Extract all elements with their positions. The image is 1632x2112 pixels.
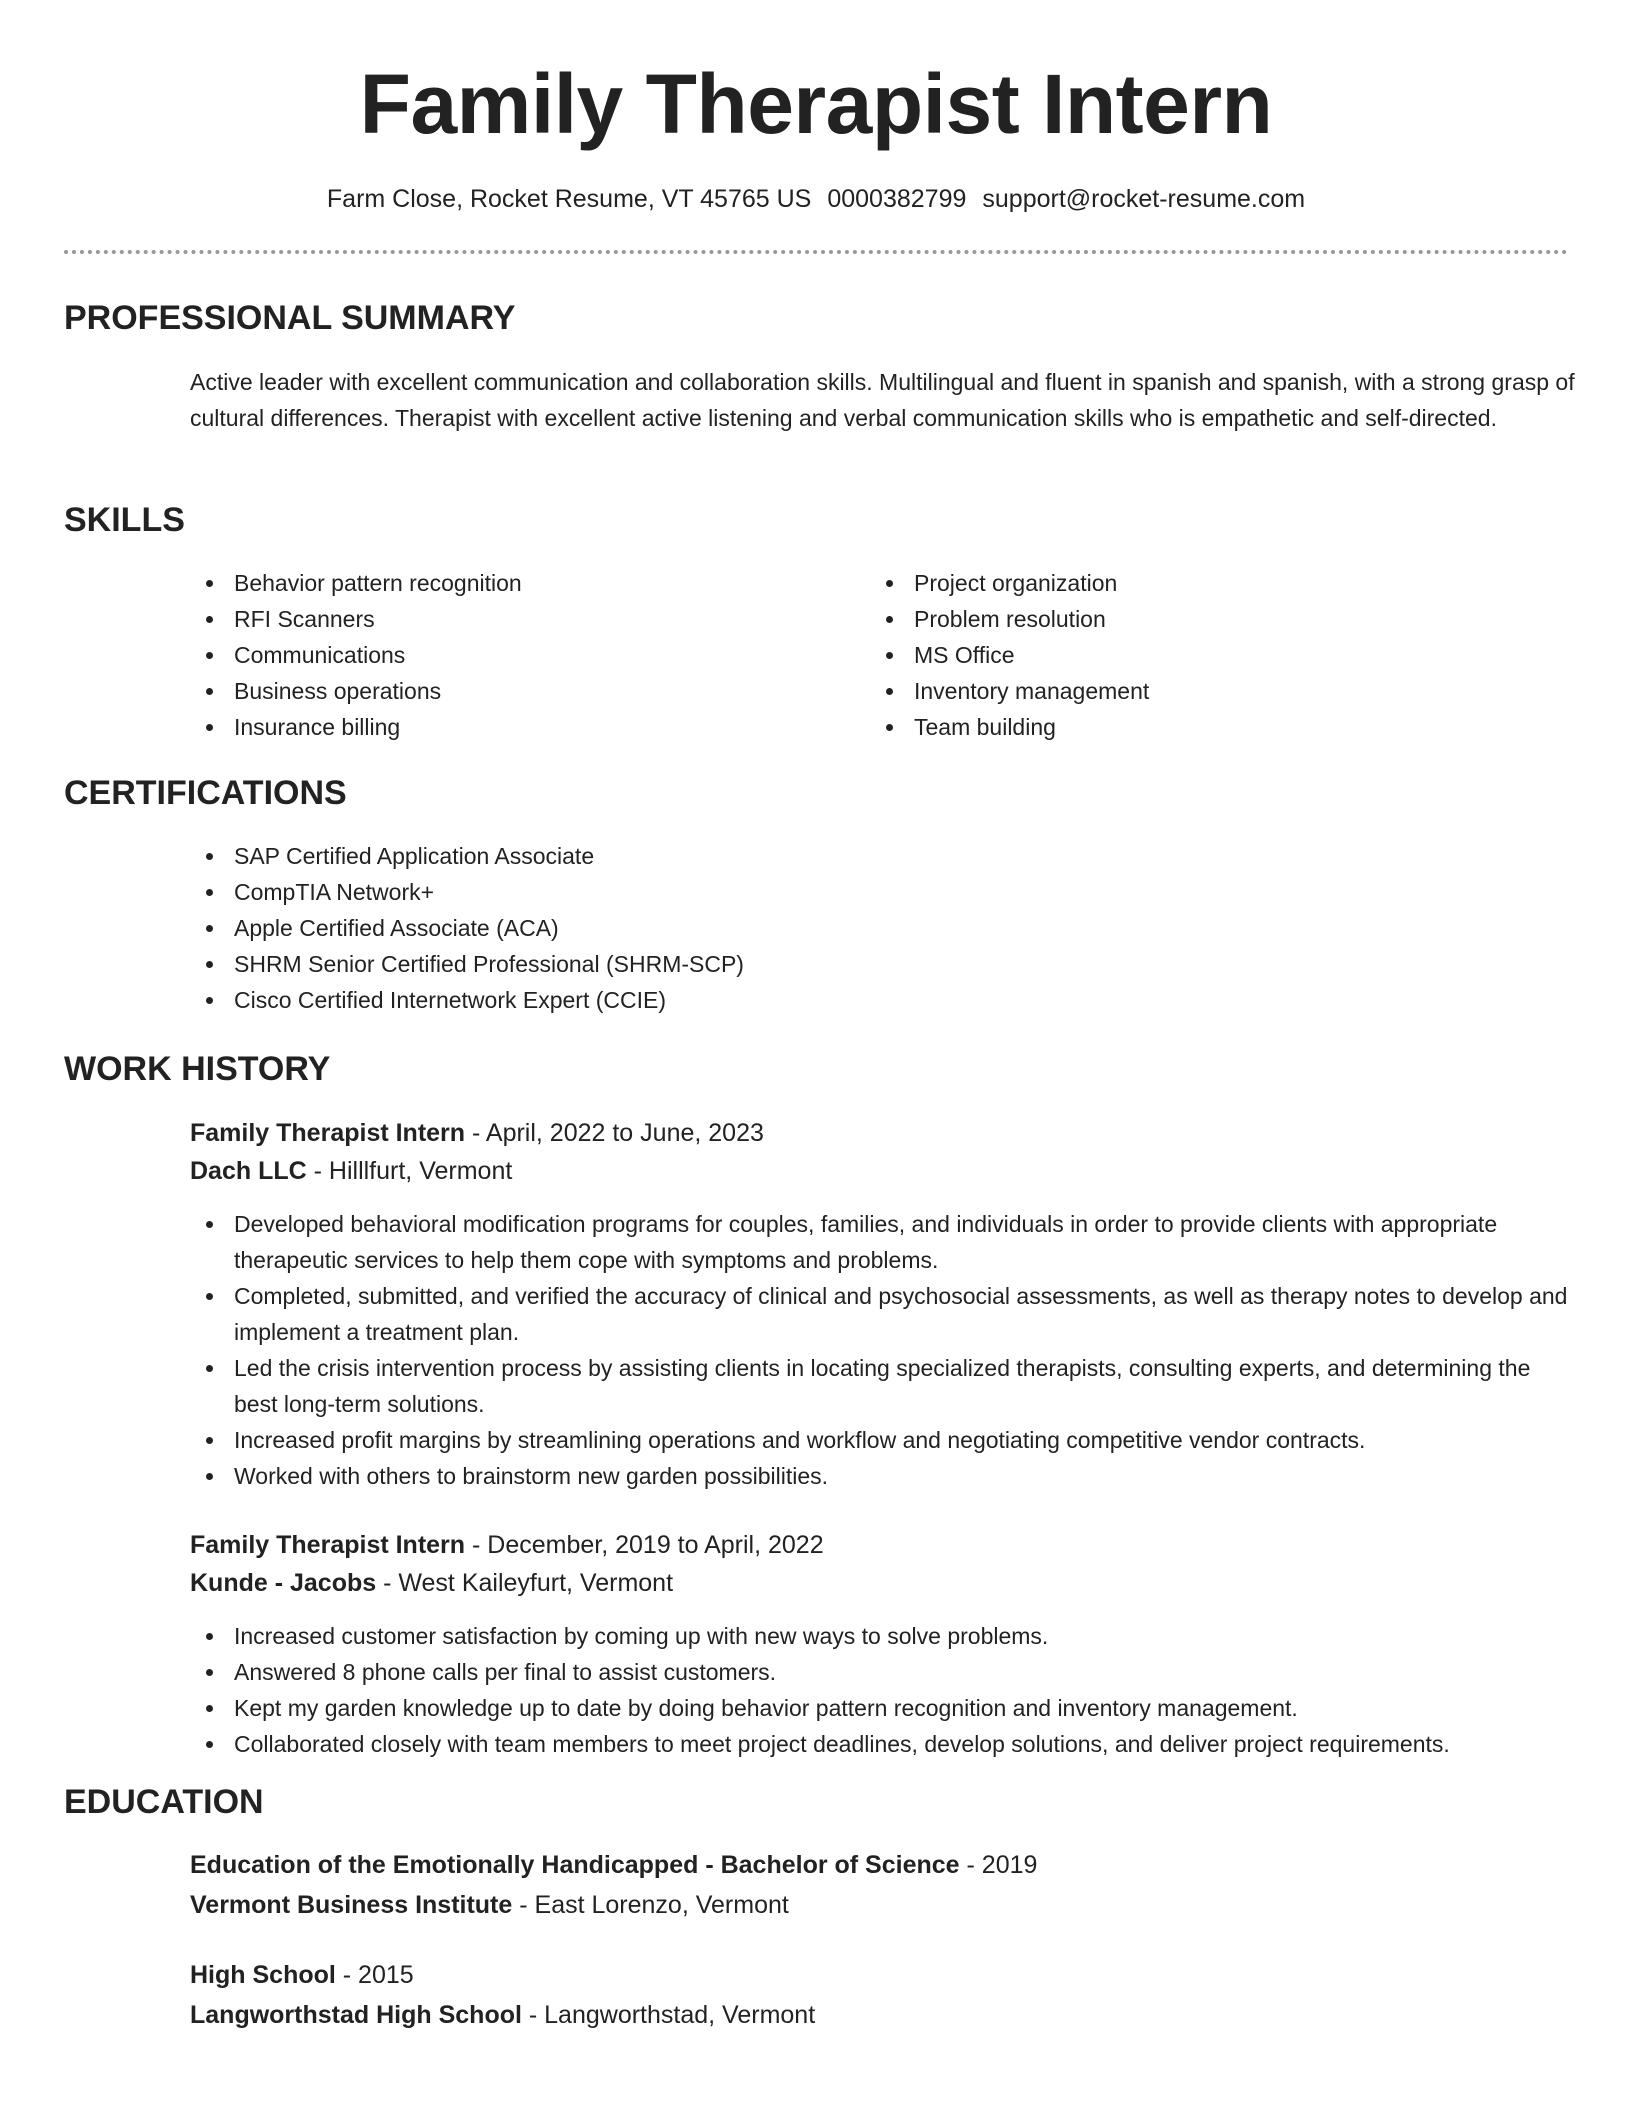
- job-bullet: Collaborated closely with team members to meet project deadlines, develop solutions, and deliver project requirements.: [190, 1726, 1580, 1762]
- certification-item: CompTIA Network+: [190, 874, 1090, 910]
- job-1-bullets: [190, 1206, 1580, 1494]
- summary-heading: PROFESSIONAL SUMMARY: [64, 299, 516, 337]
- certification-item: Cisco Certified Internetwork Expert (CCIE): [190, 982, 1090, 1018]
- contact-line: [64, 182, 1568, 216]
- skill-item: Inventory management: [870, 673, 1510, 709]
- job-company: Dach LLC: [190, 1157, 307, 1185]
- skill-item: Insurance billing: [190, 709, 830, 745]
- job-role: Family Therapist Intern: [190, 1531, 466, 1559]
- education-2-school-line: [190, 1996, 815, 2034]
- job-bullet: Led the crisis intervention process by assisting clients in locating specialized therapists, consulting experts, and determining the best long-term solutions.: [190, 1350, 1580, 1422]
- certifications-heading: CERTIFICATIONS: [64, 774, 347, 812]
- education-location: - Langworthstad, Vermont: [521, 2001, 816, 2029]
- job-2-title-line: [190, 1526, 824, 1564]
- job-role: Family Therapist Intern: [190, 1119, 466, 1147]
- education-heading: EDUCATION: [64, 1783, 264, 1821]
- job-location: - Hilllfurt, Vermont: [306, 1157, 513, 1185]
- candidate-name: Family Therapist Intern: [359, 57, 1273, 151]
- skills-list-left: [190, 565, 830, 745]
- job-bullet: Worked with others to brainstorm new garden possibilities.: [190, 1458, 1580, 1494]
- job-bullet: Developed behavioral modification programs for couples, families, and individuals in order to provide clients with appropriate therapeutic services to help them cope with symptoms and problems.: [190, 1206, 1580, 1278]
- certification-item: SHRM Senior Certified Professional (SHRM-SCP): [190, 946, 1090, 982]
- skills-list-right: [870, 565, 1510, 745]
- skill-item: Team building: [870, 709, 1510, 745]
- education-year: - 2015: [335, 1961, 414, 1989]
- education-school: Langworthstad High School: [190, 2001, 522, 2029]
- education-1-school-line: [190, 1886, 789, 1924]
- job-2-company-line: [190, 1564, 673, 1602]
- job-company: Kunde - Jacobs: [190, 1569, 377, 1597]
- job-location: - West Kaileyfurt, Vermont: [376, 1569, 674, 1597]
- contact-email: support@rocket-resume.com: [982, 185, 1306, 213]
- skill-item: RFI Scanners: [190, 601, 830, 637]
- certification-item: SAP Certified Application Associate: [190, 838, 1090, 874]
- education-year: - 2019: [959, 1851, 1038, 1879]
- education-degree: High School: [190, 1961, 336, 1989]
- certification-item: Apple Certified Associate (ACA): [190, 910, 1090, 946]
- skill-item: MS Office: [870, 637, 1510, 673]
- job-bullet: Kept my garden knowledge up to date by doing behavior pattern recognition and inventory management.: [190, 1690, 1580, 1726]
- skills-heading: SKILLS: [64, 501, 185, 539]
- job-1-company-line: [190, 1152, 512, 1190]
- education-degree: Education of the Emotionally Handicapped - Bachelor of Science: [190, 1851, 960, 1879]
- summary-text: Active leader with excellent communication and collaboration skills. Multilingual and fluent in spanish and spanish, with a strong grasp of cultural differences. Therapist with excellent active listening and verbal communication skills who is empathetic and self-directed.: [190, 369, 1575, 431]
- education-2-degree-line: [190, 1956, 414, 1994]
- job-bullet: Increased profit margins by streamlining operations and workflow and negotiating competitive vendor contracts.: [190, 1422, 1580, 1458]
- job-bullet: Increased customer satisfaction by coming up with new ways to solve problems.: [190, 1618, 1580, 1654]
- skill-item: Problem resolution: [870, 601, 1510, 637]
- job-bullet: Answered 8 phone calls per final to assist customers.: [190, 1654, 1580, 1690]
- header-divider: [64, 250, 1568, 254]
- education-school: Vermont Business Institute: [190, 1891, 513, 1919]
- skill-item: Communications: [190, 637, 830, 673]
- job-2-bullets: [190, 1618, 1580, 1762]
- work-history-heading: WORK HISTORY: [64, 1050, 331, 1088]
- skill-item: Business operations: [190, 673, 830, 709]
- contact-address: Farm Close, Rocket Resume, VT 45765 US: [326, 185, 812, 213]
- job-dates: - April, 2022 to June, 2023: [465, 1119, 764, 1147]
- skill-item: Project organization: [870, 565, 1510, 601]
- contact-phone: 0000382799: [827, 185, 967, 213]
- job-bullet: Completed, submitted, and verified the accuracy of clinical and psychosocial assessments, as well as therapy notes to develop and implement a treatment plan.: [190, 1278, 1580, 1350]
- job-1-title-line: [190, 1114, 764, 1152]
- skill-item: Behavior pattern recognition: [190, 565, 830, 601]
- education-location: - East Lorenzo, Vermont: [512, 1891, 789, 1919]
- education-1-degree-line: [190, 1846, 1037, 1884]
- certifications-list: [190, 838, 1090, 1018]
- job-dates: - December, 2019 to April, 2022: [465, 1531, 824, 1559]
